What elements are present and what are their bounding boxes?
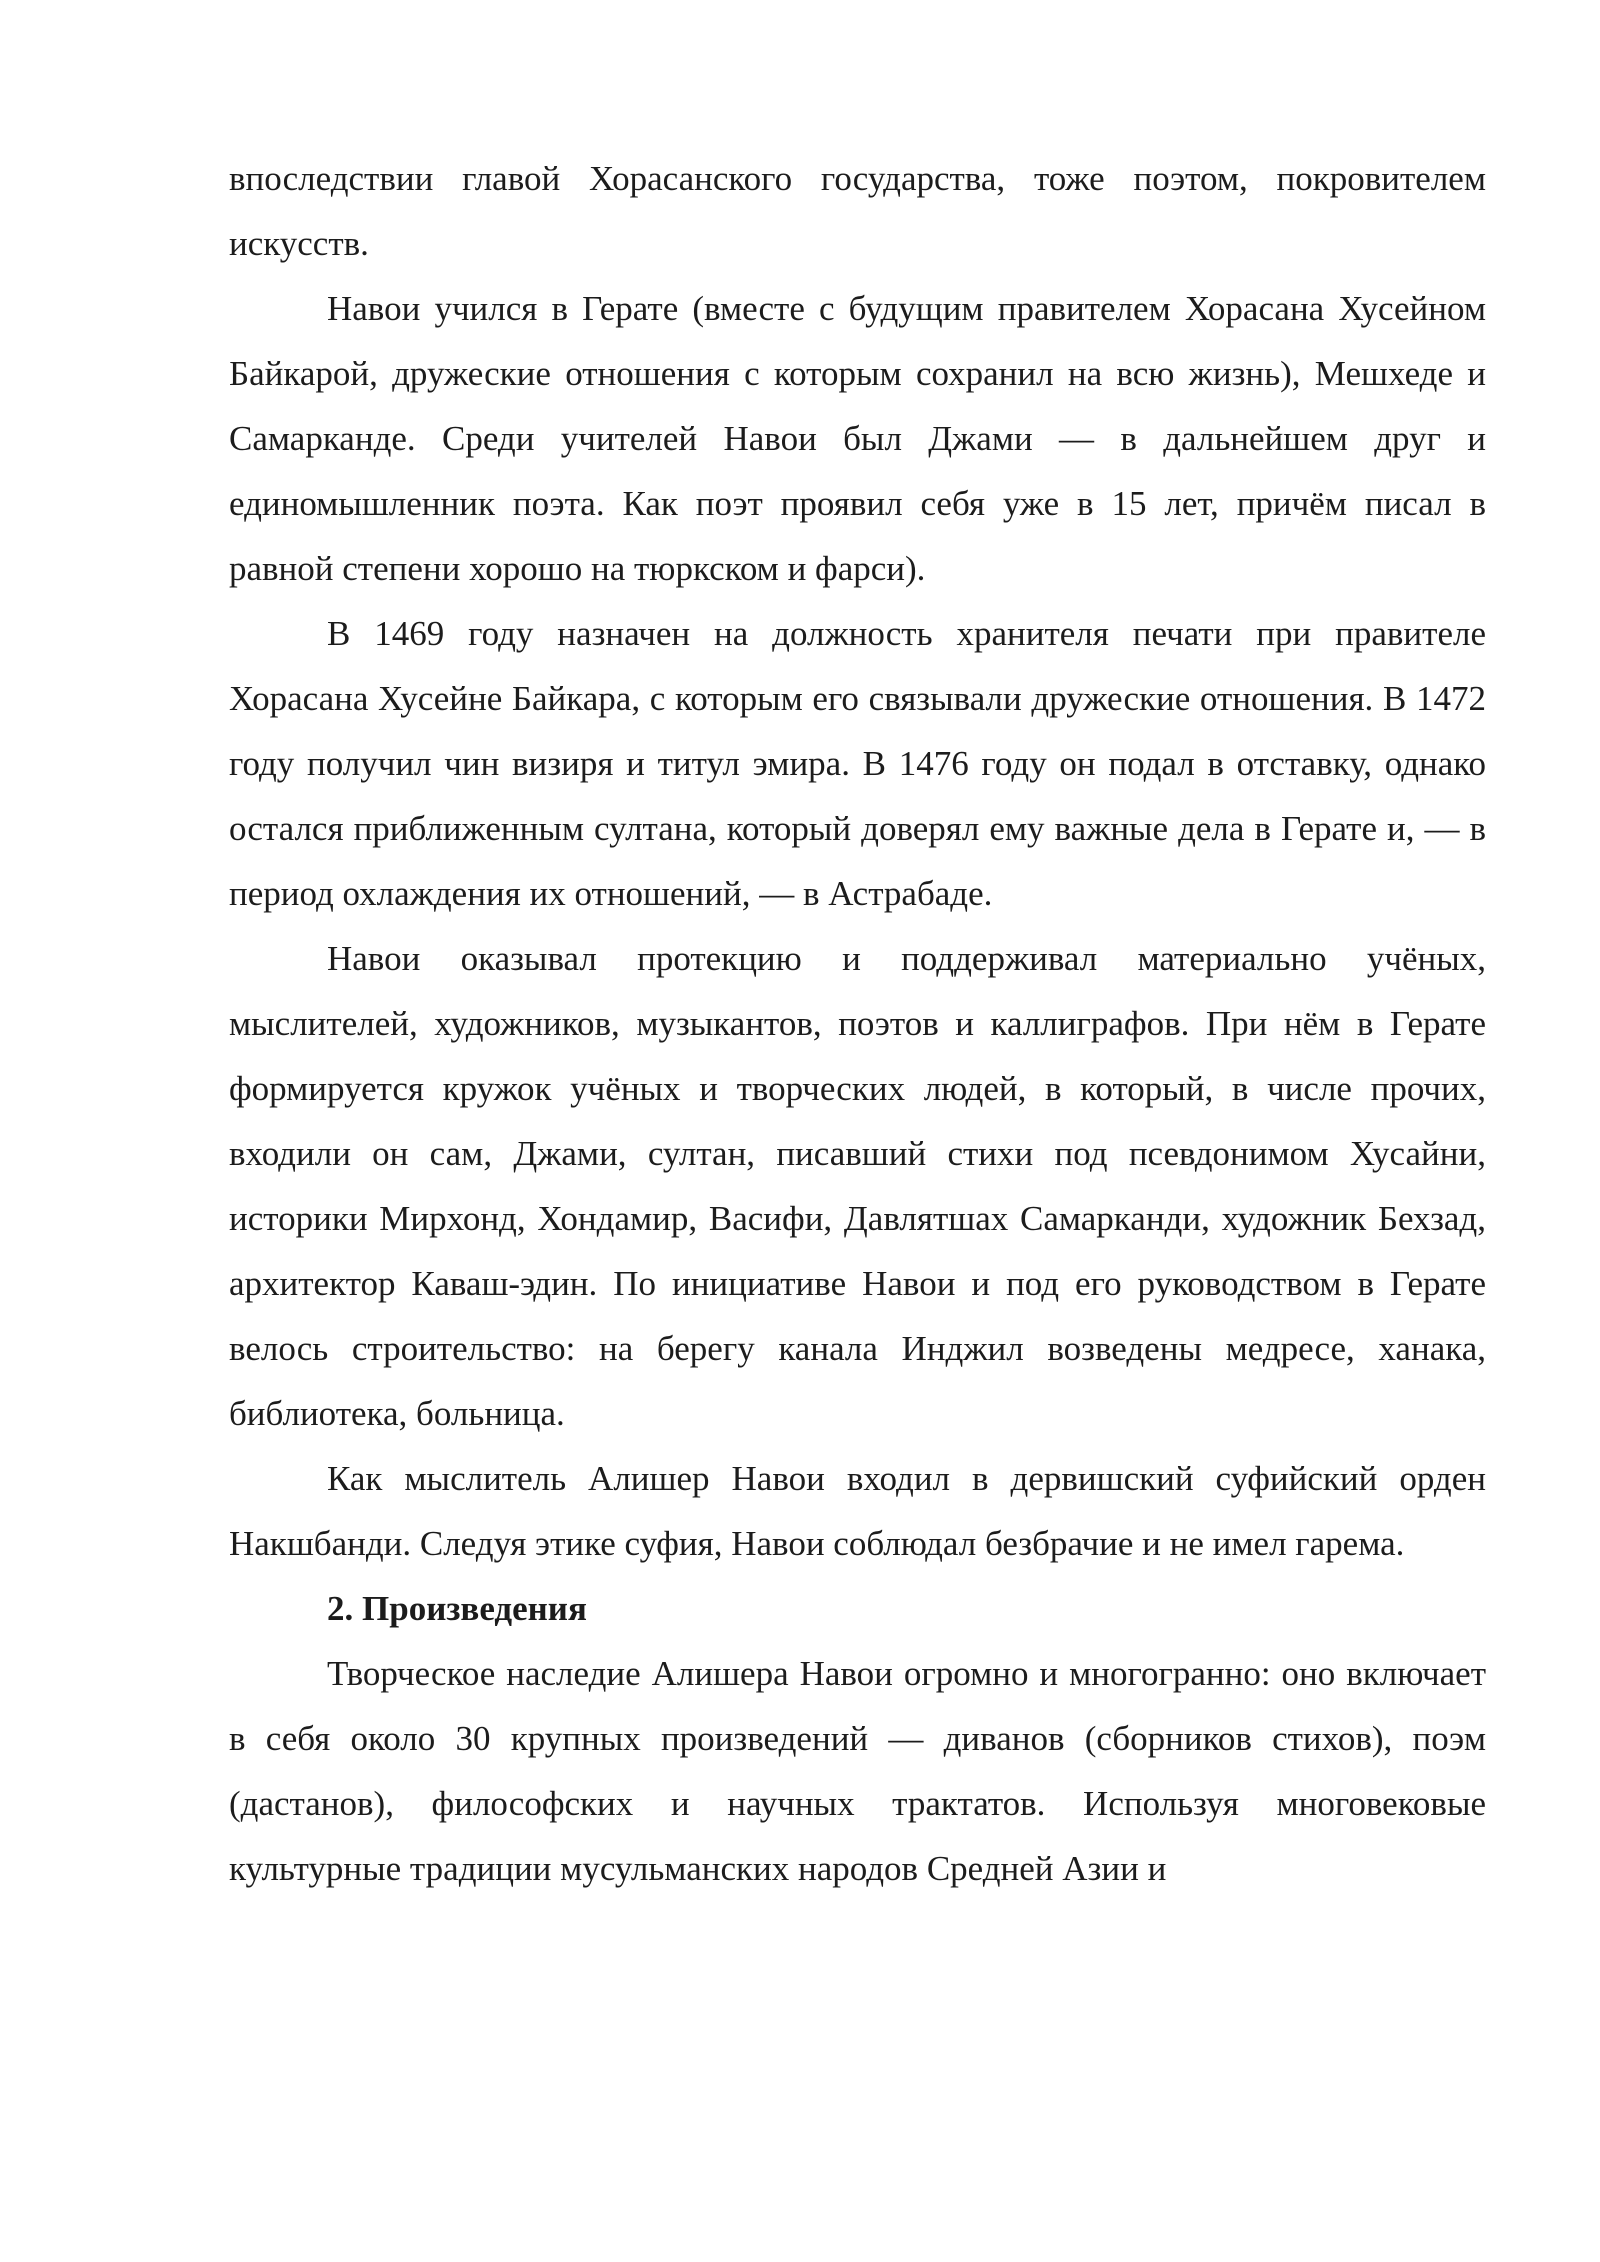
section-heading: 2. Произведения [327, 1589, 587, 1628]
paragraph: Как мыслитель Алишер Навои входил в дервишский суфийский орден Накшбанди. Следуя этике суфия, Навои соблюдал безбрачие и не имел гарема. [229, 1459, 1486, 1563]
paragraph: Навои оказывал протекцию и поддерживал материально учёных, мыслителей, художников, музыкантов, поэтов и каллиграфов. При нём в Герате формируется кружок учёных и творческих людей, в который, в числе прочих, входили он сам, Джами, султан, писавший стихи под псевдонимом Хусайни, историки Мирхонд, Хондамир, Васифи, Давлятшах Самарканди, художник Бехзад, архитектор Каваш-эдин. По инициативе Навои и под его руководством в Герате велось строительство: на берегу канала Инджил возведены медресе, ханака, библиотека, больница. [229, 939, 1486, 1433]
paragraph: В 1469 году назначен на должность хранителя печати при правителе Хорасана Хусейне Байкара, с которым его связывали дружеские отношения. В 1472 году получил чин визиря и титул эмира. В 1476 году он подал в отставку, однако остался приближенным султана, который доверял ему важные дела в Герате и, — в период охлаждения их отношений, — в Астрабаде. [229, 614, 1486, 913]
paragraph: Навои учился в Герате (вместе с будущим правителем Хорасана Хусейном Байкарой, дружеские отношения с которым сохранил на всю жизнь), Мешхеде и Самарканде. Среди учителей Навои был Джами — в дальнейшем друг и единомышленник поэта. Как поэт проявил себя уже в 15 лет, причём писал в равной степени хорошо на тюркском и фарси). [229, 289, 1486, 588]
paragraph-continuation: впоследствии главой Хорасанского государства, тоже поэтом, покровителем искусств. [229, 159, 1486, 263]
document-body [229, 146, 1486, 1901]
paragraph: Творческое наследие Алишера Навои огромно и многогранно: оно включает в себя около 30 крупных произведений — диванов (сборников стихов), поэм (дастанов), философских и научных трактатов. Используя многовековые культурные традиции мусульманских народов Средней Азии и [229, 1654, 1486, 1888]
